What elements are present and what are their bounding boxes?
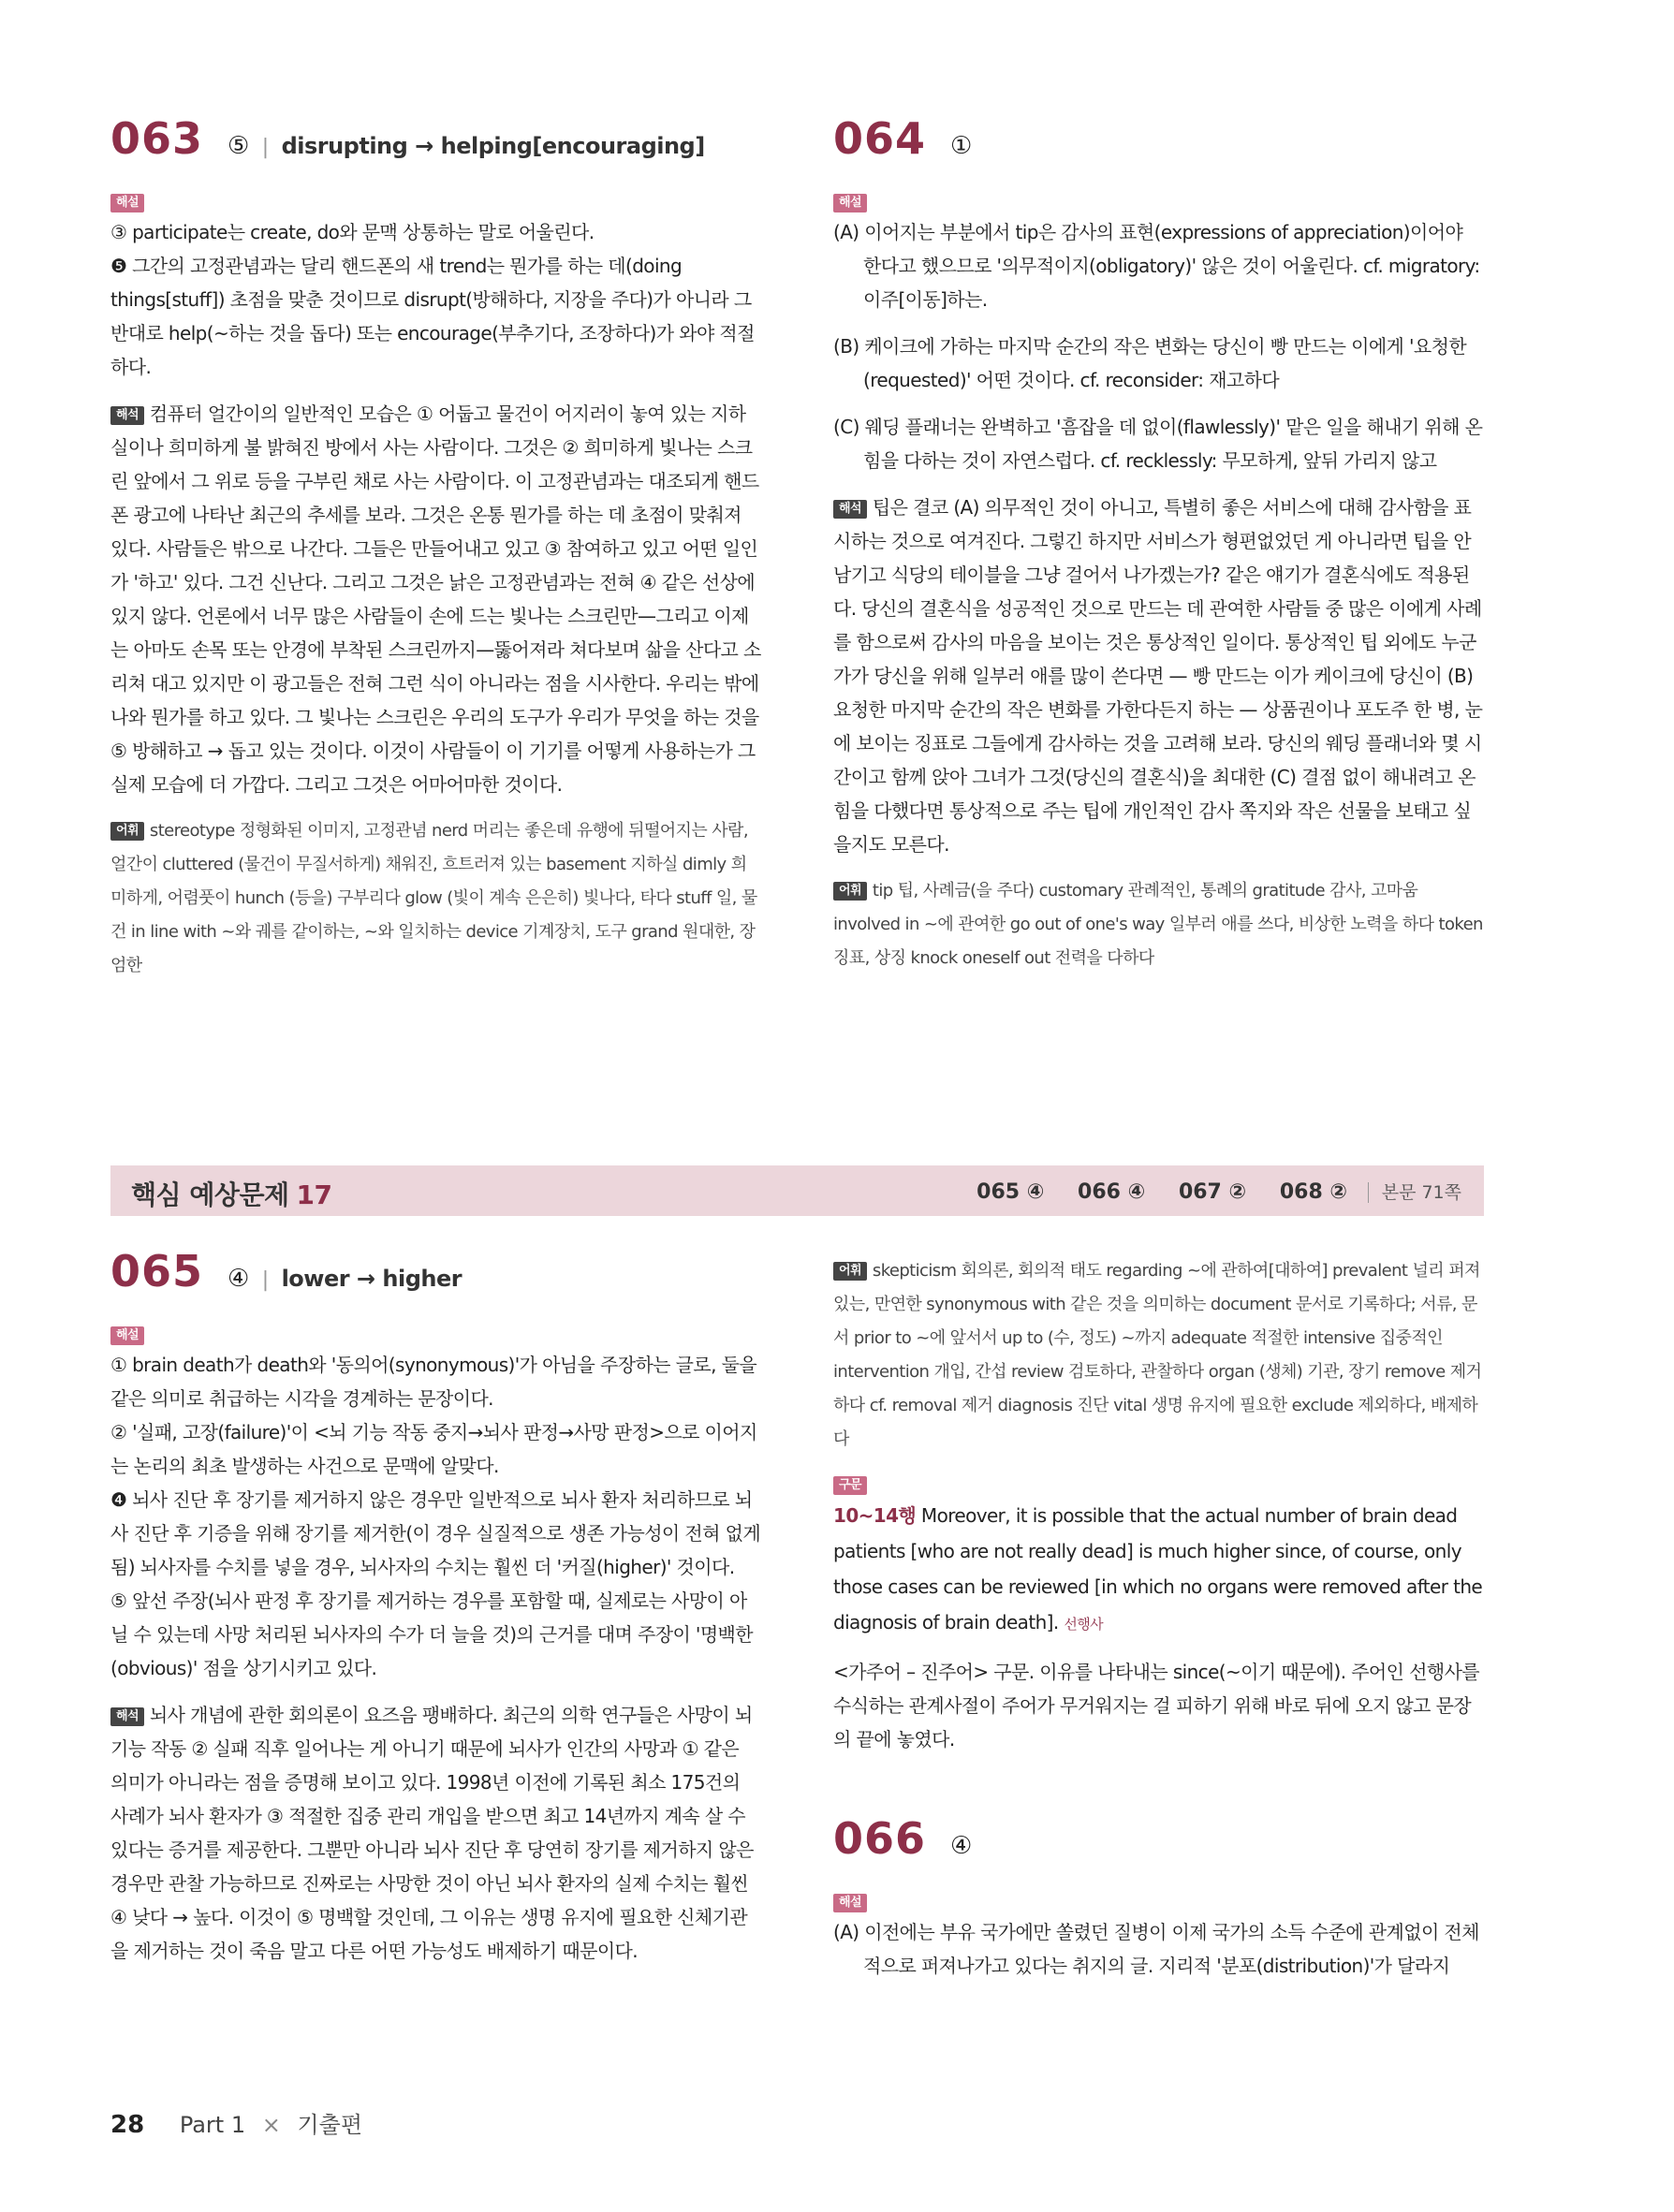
structure-tag: 구문 bbox=[833, 1476, 867, 1495]
answer-key-item: 065 ④ bbox=[976, 1180, 1045, 1204]
question-065-continued bbox=[833, 1254, 1484, 1983]
page-reference: 본문 71쪽 bbox=[1368, 1182, 1461, 1203]
translation-text: 팁은 결코 (A) 의무적인 것이 아니고, 특별히 좋은 서비스에 대해 감사함을 표시하는 것으로 여겨진다. 그렇긴 하지만 서비스가 형편없었던 게 아니라면 팁을 안 남기고 식당의 테이블을 그냥 걸어서 나가겠는가? 같은 얘기가 결혼식에도 적용된다. 당신의 결혼식을 성공적인 것으로 만드는 데 관여한 사람들 중 많은 이에게 사례를 함으로써 감사의 마음을 보이는 것은 통상적인 일이다. 통상적인 팁 외에도 누군가가 당신을 위해 일부러 애를 많이 쓴다면 — 빵 만드는 이가 케이크에 당신이 (B) 요청한 마지막 순간의 작은 변화를 가한다든지 하는 — 상품권이나 포도주 한 병, 눈에 보이는 징표로 그들에게 감사하는 것을 고려해 보라. 당신의 웨딩 플래너와 몇 시간이고 함께 앉아 그녀가 그것(당신의 결혼식)을 최대한 (C) 결점 없이 해내려고 온 힘을 다했다면 통상적으로 주는 팁에 개인적인 감사 쪽지와 작은 선물을 보태고 싶을지도 모른다. bbox=[833, 496, 1483, 856]
page-number: 28 bbox=[110, 2111, 145, 2139]
trans-tag: 해석 bbox=[833, 500, 867, 519]
explain-line: ❺ 그간의 고정관념과는 달리 핸드폰의 새 trend는 뭔가를 하는 데(doing things[stuff]) 초점을 맞춘 것이므로 disrupt(방해하다, 지장을 주다)가 아니라 그 반대로 help(~하는 것을 돕다) 또는 encourage(부추기다, 조장하다)가 와야 적절하다. bbox=[110, 255, 755, 378]
answer-key-item: 066 ④ bbox=[1078, 1180, 1146, 1204]
section-label: 기출편 bbox=[297, 2112, 363, 2138]
part-label: Part 1 bbox=[179, 2112, 246, 2138]
explain-line: ⑤ 앞선 주장(뇌사 판정 후 장기를 제거하는 경우를 포함할 때, 실제로는 사망이 아닐 수 있는데 사망 처리된 뇌사자의 수가 더 늘을 것)의 근거를 대며 주장이 '명백한(obvious)' 점을 상기시키고 있다. bbox=[110, 1589, 753, 1679]
answer-key-item: 067 ② bbox=[1178, 1180, 1247, 1204]
answer-mark: ① bbox=[950, 132, 972, 160]
vocabulary bbox=[110, 814, 761, 983]
translation bbox=[110, 1698, 761, 1968]
question-065 bbox=[110, 1246, 761, 1968]
answer-mark: ④ bbox=[228, 1265, 249, 1293]
vocabulary-text: stereotype 정형화된 이미지, 고정관념 nerd 머리는 좋은데 유행에 뒤떨어지는 사람, 얼간이 cluttered (물건이 무질서하게) 채워진, 흐트러져 있는 basement 지하실 dimly 희미하게, 어렴풋이 hunch (등을) 구부리다 glow (빛이 계속 은은히) 빛나다, 타다 stuff 일, 물건 in line with ~와 궤를 같이하는, ~와 일치하는 device 기계장치, 도구 grand 원대한, 장엄한 bbox=[110, 821, 757, 975]
explain-line: (A) 이전에는 부유 국가에만 쏠렸던 질병이 이제 국가의 소득 수준에 관계없이 전체적으로 퍼져나가고 있다는 취지의 글. 지리적 '분포(distribution)'가 달라지 bbox=[833, 1921, 1479, 1977]
section-banner bbox=[110, 1165, 1484, 1216]
explain-line: (B) 케이크에 가하는 마지막 순간의 작은 변화는 당신이 빵 만드는 이에게 '요청한(requested)' 어떤 것이다. cf. reconsider: 재고하다 bbox=[833, 335, 1467, 391]
structure-note: <가주어 – 진주어> 구문. 이유를 나타내는 since(~이기 때문에). 주어인 선행사를 수식하는 관계사절이 주어가 무거워지는 걸 피하기 위해 바로 뒤에 오지 않고 문장의 끝에 놓였다. bbox=[833, 1661, 1480, 1751]
explain-line: (A) 이어지는 부분에서 tip은 감사의 표현(expressions of appreciation)이어야 한다고 했으므로 '의무적이지(obligatory)' 않은 것이 어울린다. cf. migratory: 이주[이동]하는. bbox=[833, 221, 1480, 311]
separator: × bbox=[261, 2112, 281, 2138]
divider: | bbox=[261, 136, 269, 159]
structure-text: Moreover, it is possible that the actual number of brain dead patients [who are not really dead] is much higher since, of course, only those cases can be reviewed [in which no organs were removed after the diagnosis of brain death]. bbox=[833, 1504, 1483, 1633]
structure-sentence bbox=[833, 1498, 1484, 1642]
translation bbox=[833, 491, 1484, 861]
vocab-tag: 어휘 bbox=[833, 1262, 867, 1281]
explain-tag: 해설 bbox=[833, 194, 867, 212]
question-header bbox=[833, 113, 1484, 178]
translation bbox=[110, 397, 761, 801]
explain-tag: 해설 bbox=[833, 1894, 867, 1912]
correction: disrupting → helping[encouraging] bbox=[281, 133, 705, 159]
explain-line: (C) 웨딩 플래너는 완벽하고 '흠잡을 데 없이(flawlessly)' 맡은 일을 해내기 위해 온 힘을 다하는 것이 자연스럽다. cf. recklessly: 무모하게, 앞뒤 가리지 않고 bbox=[833, 416, 1483, 472]
answer-mark: ⑤ bbox=[228, 132, 249, 160]
line-reference: 10~14행 bbox=[833, 1504, 917, 1527]
antecedent-label: 선행사 bbox=[1064, 1616, 1104, 1633]
question-number: 064 bbox=[833, 113, 927, 164]
vocab-tag: 어휘 bbox=[833, 882, 867, 901]
question-number: 063 bbox=[110, 113, 204, 164]
divider: | bbox=[261, 1268, 269, 1292]
explain-line: ③ participate는 create, do와 문맥 상통하는 말로 어울린다. bbox=[110, 221, 595, 243]
question-number: 066 bbox=[833, 1813, 927, 1864]
translation-text: 컴퓨터 얼간이의 일반적인 모습은 ① 어둡고 물건이 어지러이 놓여 있는 지하실이나 희미하게 불 밝혀진 방에서 사는 사람이다. 그것은 ② 희미하게 빛나는 스크린 앞에서 그 위로 등을 구부린 채로 사는 사람이다. 이 고정관념과는 대조되게 핸드폰 광고에 나타난 최근의 추세를 보라. 그것은 온통 뭔가를 하는 데 초점이 맞춰져 있다. 사람들은 밖으로 나간다. 그들은 만들어내고 있고 ③ 참여하고 있고 어떤 일인가 '하고' 있다. 그건 신난다. 그리고 그것은 낡은 고정관념과는 전혀 ④ 같은 선상에 있지 않다. 언론에서 너무 많은 사람들이 손에 드는 빛나는 스크린만—그리고 이제는 아마도 손목 또는 안경에 부착된 스크린까지—뚫어져라 쳐다보며 삶을 산다고 소리쳐 대고 있지만 이 광고들은 전혀 그런 식이 아니라는 점을 시사한다. 우리는 밖에 나와 뭔가를 하고 있다. 그 빛나는 스크린은 우리의 도구가 우리가 무엇을 하는 것을 ⑤ 방해하고 → 돕고 있는 것이다. 이것이 사람들이 이 기기를 어떻게 사용하는가 그 실제 모습에 더 가깝다. 그리고 그것은 어마어마한 것이다. bbox=[110, 403, 761, 796]
correction: lower → higher bbox=[281, 1266, 463, 1292]
banner-title bbox=[131, 1175, 332, 1212]
page-footer bbox=[110, 2106, 362, 2139]
trans-tag: 해석 bbox=[110, 406, 144, 425]
question-header bbox=[833, 1813, 1484, 1878]
question-063 bbox=[110, 113, 761, 983]
banner-number: 17 bbox=[296, 1179, 332, 1210]
answer-mark: ④ bbox=[950, 1832, 972, 1860]
answer-key bbox=[950, 1179, 1461, 1204]
banner-title-text: 핵심 예상문제 bbox=[131, 1179, 289, 1210]
answer-key-item: 068 ② bbox=[1279, 1180, 1348, 1204]
question-header bbox=[110, 113, 761, 178]
question-header bbox=[110, 1246, 761, 1311]
vocabulary bbox=[833, 1254, 1484, 1457]
explain-line: ❹ 뇌사 진단 후 장기를 제거하지 않은 경우만 일반적으로 뇌사 환자 처리하므로 뇌사 진단 후 기증을 위해 장기를 제거한(이 경우 실질적으로 생존 가능성이 전혀 없게 됨) 뇌사자를 수치를 넣을 경우, 뇌사자의 수치는 훨씬 더 '커질(higher)' 것이다. bbox=[110, 1488, 761, 1578]
explain-line: ② '실패, 고장(failure)'이 <뇌 기능 작동 중지→뇌사 판정→사망 판정>으로 이어지는 논리의 최초 발생하는 사건으로 문맥에 알맞다. bbox=[110, 1421, 757, 1477]
trans-tag: 해석 bbox=[110, 1707, 144, 1726]
vocabulary-text: skepticism 회의론, 회의적 태도 regarding ~에 관하여[대하여] prevalent 널리 퍼져 있는, 만연한 synonymous with 같은 것을 의미하는 document 문서로 기록하다; 서류, 문서 prior to ~에 앞서서 up to (수, 정도) ~까지 adequate 적절한 intensive 집중적인 intervention 개입, 간섭 review 검토하다, 관찰하다 organ (생체) 기관, 장기 remove 제거하다 cf. removal 제거 diagnosis 진단 vital 생명 유지에 필요한 exclude 제외하다, 배제하다 bbox=[833, 1261, 1482, 1449]
question-number: 065 bbox=[110, 1246, 204, 1296]
explain-tag: 해설 bbox=[110, 1326, 144, 1345]
explain-tag: 해설 bbox=[110, 194, 144, 212]
question-066 bbox=[833, 1813, 1484, 1983]
vocab-tag: 어휘 bbox=[110, 822, 144, 841]
explain-line: ① brain death가 death와 '동의어(synonymous)'가 아님을 주장하는 글로, 둘을 같은 의미로 취급하는 시각을 경계하는 문장이다. bbox=[110, 1354, 757, 1410]
vocabulary-text: tip 팁, 사례금(을 주다) customary 관례적인, 통례의 gratitude 감사, 고마움 involved in ~에 관여한 go out of one's way 일부러 애를 쓰다, 비상한 노력을 하다 token 징표, 상징 knock oneself out 전력을 다하다 bbox=[833, 881, 1483, 968]
vocabulary bbox=[833, 874, 1484, 975]
question-064 bbox=[833, 113, 1484, 975]
translation-text: 뇌사 개념에 관한 회의론이 요즈음 팽배하다. 최근의 의학 연구들은 사망이 뇌 기능 작동 ② 실패 직후 일어나는 게 아니기 때문에 뇌사가 인간의 사망과 ① 같은 의미가 아니라는 점을 증명해 보이고 있다. 1998년 이전에 기록된 최소 175건의 사례가 뇌사 환자가 ③ 적절한 집중 관리 개입을 받으면 최고 14년까지 계속 살 수 있다는 증거를 제공한다. 그뿐만 아니라 뇌사 진단 후 당연히 장기를 제거하지 않은 경우만 관찰 가능하므로 진짜로는 사망한 것이 아닌 뇌사 환자의 실제 수치는 훨씬 ④ 낮다 → 높다. 이것이 ⑤ 명백할 것인데, 그 이유는 생명 유지에 필요한 신체기관을 제거하는 것이 죽음 말고 다른 어떤 가능성도 배제하기 때문이다. bbox=[110, 1704, 754, 1962]
